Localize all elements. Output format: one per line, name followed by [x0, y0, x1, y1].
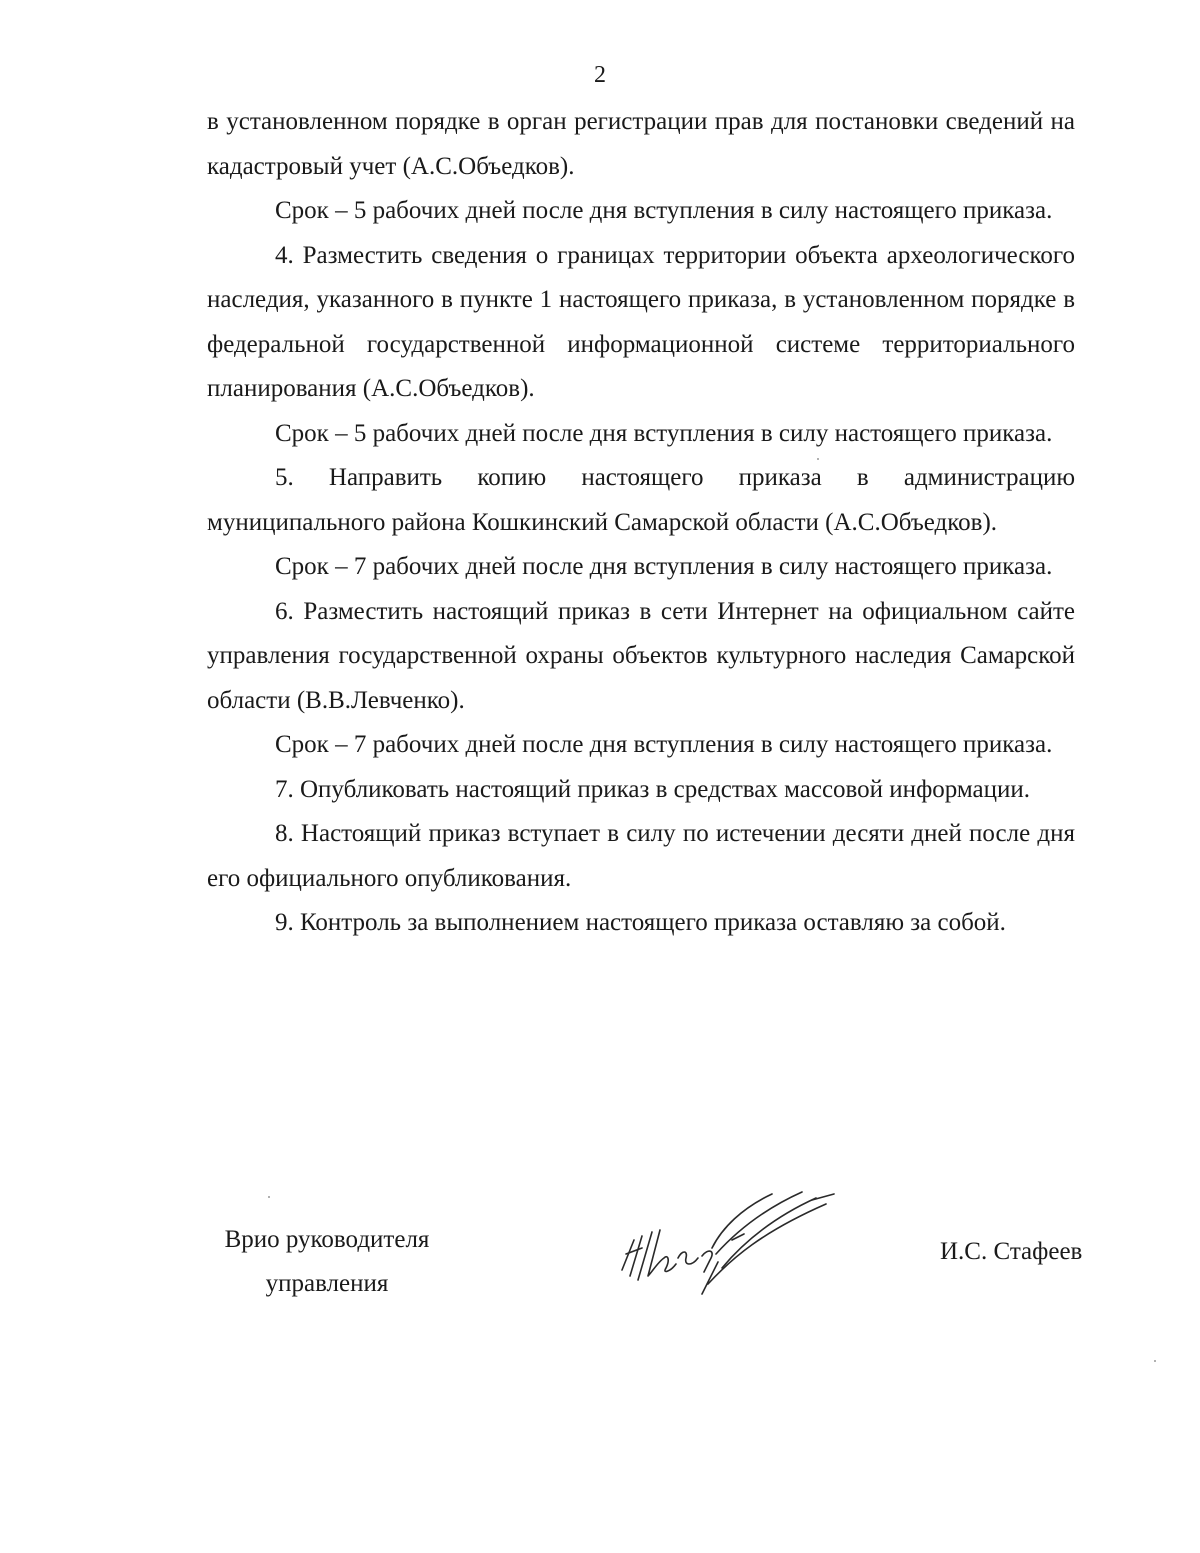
- document-body: [207, 100, 1075, 946]
- paragraph-item-5: 5. Направить копию настоящего приказа в администрацию муниципального района Кошкинский Самарской области (А.С.Объедков).: [207, 464, 1075, 536]
- paragraph-item-6: 6. Разместить настоящий приказ в сети Интернет на официальном сайте управления государственной охраны объектов культурного наследия Самарской области (В.В.Левченко).: [207, 597, 1075, 714]
- paragraph-item-7: 7. Опубликовать настоящий приказ в средствах массовой информации.: [275, 775, 1031, 803]
- paragraph-deadline-6: Срок – 7 рабочих дней после дня вступления в силу настоящего приказа.: [275, 731, 1053, 758]
- paragraph-deadline-3: Срок – 5 рабочих дней после дня вступления в силу настоящего приказа.: [275, 197, 1053, 224]
- paragraph-deadline-4: Срок – 5 рабочих дней после дня вступления в силу настоящего приказа.: [275, 419, 1053, 447]
- handwritten-signature: [612, 1188, 842, 1303]
- paragraph-item-9: 9. Контроль за выполнением настоящего приказа оставляю за собой.: [275, 909, 1006, 936]
- paragraph-item-4: 4. Разместить сведения о границах территории объекта археологического наследия, указанного в пункте 1 настоящего приказа, в установленном порядке в федеральной государственной информационной системе территориального планирования (А.С.Объедков).: [207, 241, 1075, 402]
- scan-speck: [1154, 1360, 1156, 1362]
- scan-speck: [268, 1196, 270, 1198]
- signatory-position: [221, 1218, 433, 1306]
- paragraph-continuation: в установленном порядке в орган регистрации прав для постановки сведений на кадастровый учет (А.С.Объедков).: [207, 108, 1075, 180]
- paragraph-item-8: 8. Настоящий приказ вступает в силу по истечении десяти дней после дня его официального опубликования.: [207, 820, 1075, 892]
- paragraph-deadline-5: Срок – 7 рабочих дней после дня вступления в силу настоящего приказа.: [275, 553, 1053, 580]
- signatory-position-line2: управления: [265, 1270, 389, 1297]
- scan-speck: [817, 458, 819, 460]
- page-number: 2: [594, 62, 606, 88]
- signatory-name: И.С. Стафеев: [940, 1238, 1083, 1265]
- signatory-position-line1: Врио руководителя: [224, 1226, 430, 1253]
